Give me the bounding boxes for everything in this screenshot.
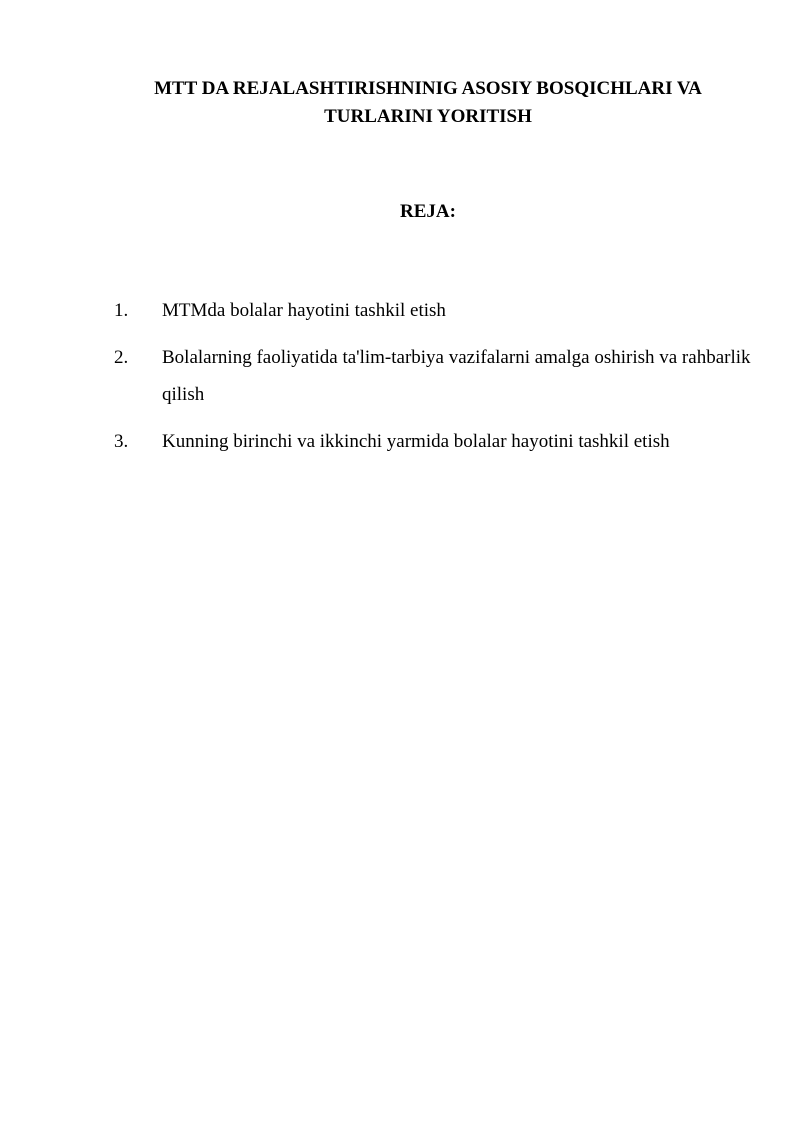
plan-list: [114, 292, 754, 470]
document-title: MTT DA REJALASHTIRISHNINIG ASOSIY BOSQICHLARI VA TURLARINI YORITISH: [154, 78, 702, 127]
list-item-text: Bolalarning faoliyatida ta'lim-tarbiya vazifalarni amalga oshirish va rahbarlik qilish: [162, 347, 751, 405]
list-item: [114, 292, 754, 329]
list-item-text: MTMda bolalar hayotini tashkil etish: [162, 300, 446, 321]
list-item: [114, 423, 754, 460]
list-item-number: 1.: [114, 300, 129, 321]
list-item: [114, 339, 754, 413]
list-item-text: Kunning birinchi va ikkinchi yarmida bolalar hayotini tashkil etish: [162, 431, 670, 452]
list-item-number: 2.: [114, 347, 129, 368]
list-item-number: 3.: [114, 431, 129, 452]
plan-heading: REJA:: [400, 201, 456, 222]
